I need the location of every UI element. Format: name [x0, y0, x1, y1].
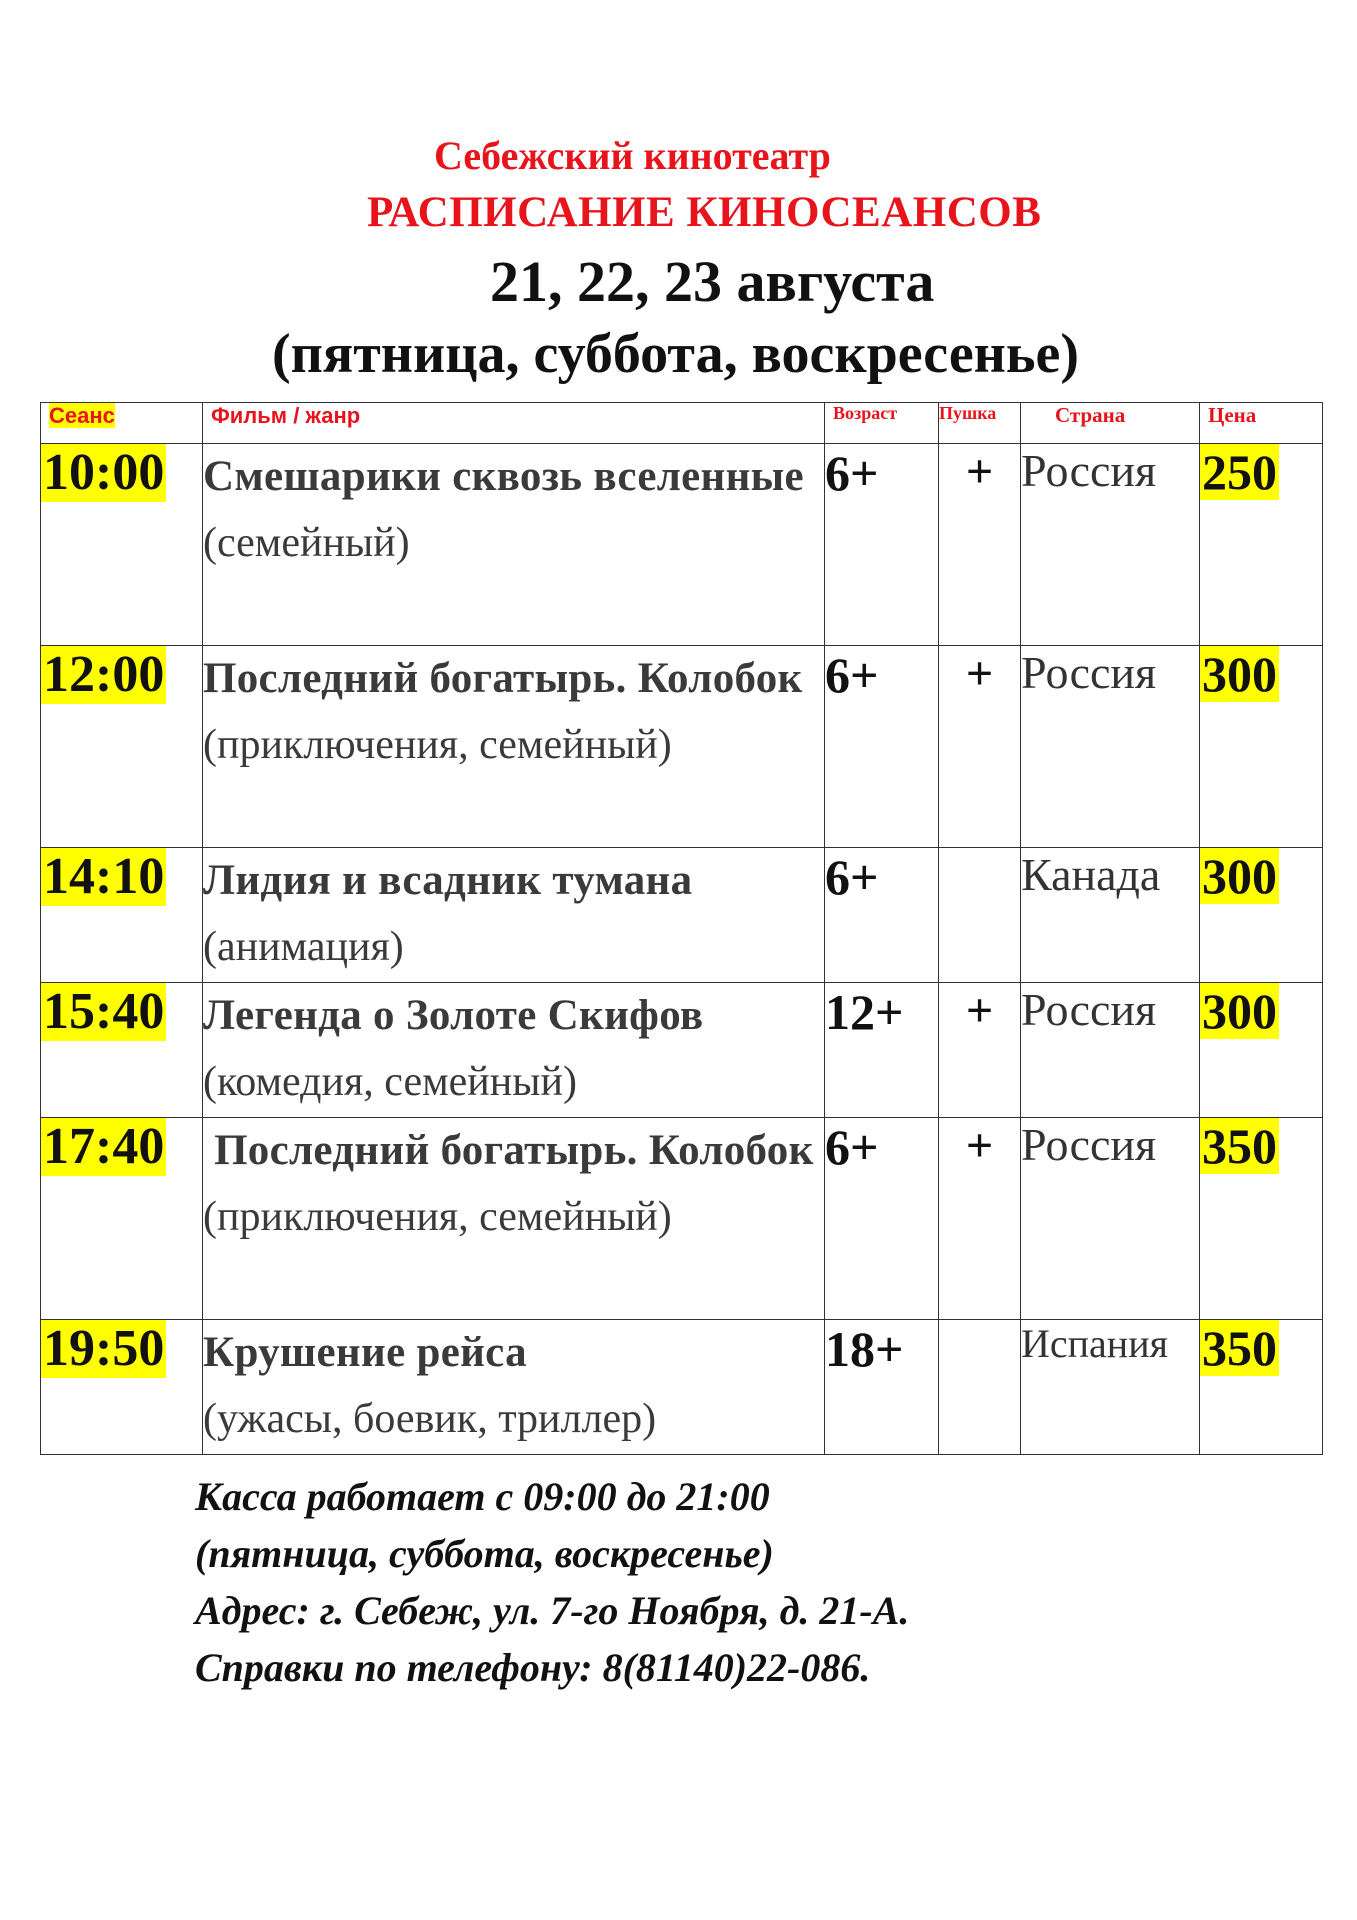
price-cell [1200, 983, 1323, 1118]
country: Россия [1021, 646, 1200, 848]
film-title: Лидия и всадник тумана [203, 857, 693, 904]
age-rating: 6+ [825, 646, 939, 848]
price: 350 [1202, 1118, 1277, 1174]
price-cell [1200, 1118, 1323, 1320]
column-header-film [203, 403, 825, 444]
film-cell [203, 444, 825, 646]
age-rating: 18+ [825, 1320, 939, 1455]
film-cell [203, 1118, 825, 1320]
session-time-cell [41, 983, 203, 1118]
table-header-row [41, 403, 1323, 444]
pushka-mark: + [939, 646, 1021, 848]
session-time-cell [41, 444, 203, 646]
country: Россия [1021, 444, 1200, 646]
table-row [41, 983, 1323, 1118]
column-header-price-label: Цена [1208, 403, 1257, 427]
film-title: Легенда о Золоте Скифов [203, 992, 704, 1039]
film-genre: (комедия, семейный) [203, 1059, 577, 1105]
age-rating: 12+ [825, 983, 939, 1118]
column-header-country [1021, 403, 1200, 444]
box-office-days: (пятница, суббота, воскресенье) [195, 1531, 774, 1576]
film-genre: (ужасы, боевик, триллер) [203, 1396, 657, 1442]
film-cell [203, 646, 825, 848]
session-time: 10:00 [43, 444, 165, 501]
session-time: 17:40 [43, 1118, 165, 1175]
film-title: Последний богатырь. Колобок [203, 655, 803, 702]
age-rating: 6+ [825, 848, 939, 983]
film-cell [203, 983, 825, 1118]
pushka-mark: + [939, 444, 1021, 646]
price: 350 [1202, 1320, 1277, 1376]
table-row [41, 444, 1323, 646]
age-rating: 6+ [825, 444, 939, 646]
column-header-country-label: Страна [1055, 403, 1126, 427]
table-row [41, 646, 1323, 848]
column-header-price [1200, 403, 1323, 444]
film-title: Крушение рейса [203, 1329, 527, 1376]
age-rating: 6+ [825, 1118, 939, 1320]
film-genre: (анимация) [203, 924, 404, 970]
column-header-film-label: Фильм / жанр [211, 403, 361, 428]
price: 300 [1202, 848, 1277, 904]
film-title: Смешарики сквозь вселенные [203, 453, 804, 500]
country: Испания [1021, 1320, 1200, 1455]
pushka-mark [939, 1320, 1021, 1455]
footer-info [195, 1468, 909, 1696]
film-genre: (приключения, семейный) [203, 722, 672, 768]
pushka-mark: + [939, 983, 1021, 1118]
film-genre: (приключения, семейный) [203, 1194, 672, 1240]
film-cell [203, 848, 825, 983]
country: Россия [1021, 983, 1200, 1118]
phone: Справки по телефону: 8(81140)22-086. [195, 1645, 871, 1690]
table-row [41, 1320, 1323, 1455]
price-cell [1200, 646, 1323, 848]
column-header-session-label: Сеанс [49, 403, 115, 428]
session-time-cell [41, 848, 203, 983]
schedule-table [40, 402, 1323, 1455]
session-time-cell [41, 1320, 203, 1455]
country: Канада [1021, 848, 1200, 983]
cinema-name: Себежский кинотеатр [434, 133, 831, 178]
price: 250 [1202, 444, 1277, 500]
column-header-session [41, 403, 203, 444]
column-header-pushka [939, 403, 1021, 444]
session-time: 12:00 [43, 646, 165, 703]
film-cell [203, 1320, 825, 1455]
session-time: 15:40 [43, 983, 165, 1040]
film-genre: (семейный) [203, 520, 410, 566]
country: Россия [1021, 1118, 1200, 1320]
schedule-dates: 21, 22, 23 августа [490, 249, 935, 314]
session-time: 14:10 [43, 848, 165, 905]
session-time: 19:50 [43, 1320, 165, 1377]
film-title: Последний богатырь. Колобок [203, 1127, 814, 1174]
column-header-pushka-label: Пушка [939, 403, 997, 423]
table-row [41, 1118, 1323, 1320]
schedule-weekdays: (пятница, суббота, воскресенье) [272, 323, 1080, 385]
price-cell [1200, 444, 1323, 646]
address: Адрес: г. Себеж, ул. 7-го Ноября, д. 21-А. [195, 1588, 910, 1633]
price-cell [1200, 1320, 1323, 1455]
box-office-hours: Касса работает с 09:00 до 21:00 [195, 1474, 770, 1519]
column-header-age-label: Возраст [833, 403, 898, 423]
session-time-cell [41, 646, 203, 848]
price-cell [1200, 848, 1323, 983]
pushka-mark: + [939, 1118, 1021, 1320]
session-time-cell [41, 1118, 203, 1320]
column-header-age [825, 403, 939, 444]
pushka-mark [939, 848, 1021, 983]
schedule-heading: РАСПИСАНИЕ КИНОСЕАНСОВ [367, 189, 1042, 236]
table-row [41, 848, 1323, 983]
price: 300 [1202, 983, 1277, 1039]
price: 300 [1202, 646, 1277, 702]
